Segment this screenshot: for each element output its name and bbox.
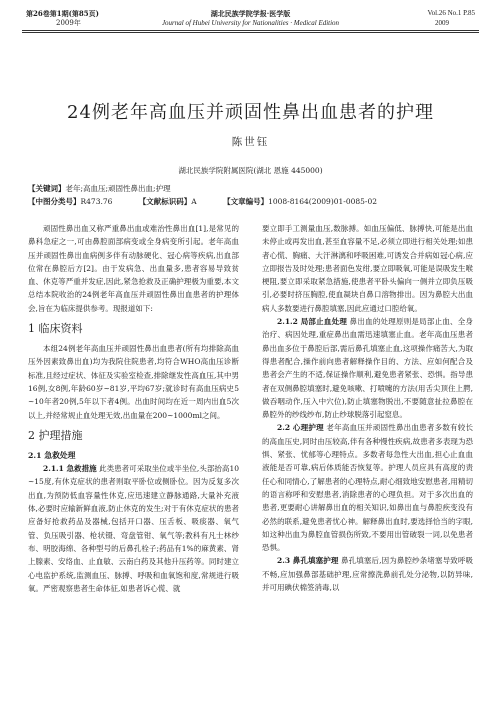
intro-paragraph: 顽固性鼻出血又称严重鼻出血或难治性鼻出血[1],是常见的鼻科急症之一,可由鼻腔面部病变或全身病变所引起。老年高血压并顽固性鼻出血病例多伴有动脉硬化、冠心病等疾病,出血部位常在鼻腔后方[2]。由于发病急、出血量多,患者容易导致贫血、休克等严重并发症,因此,紧急抢救及正确护理极为重要,本文总结本院收治的24例老年高血压并顽固性鼻出血患者的护理体会,旨在为临床提供参考。现报道如下: bbox=[28, 224, 239, 313]
psych-care-paragraph bbox=[262, 421, 473, 554]
clc-label: 【中图分类号】 bbox=[28, 197, 81, 206]
running-header bbox=[0, 0, 501, 42]
classification-line bbox=[28, 197, 401, 207]
subsection-label-local-hemostasis: 2.1.2 局部止血处理 bbox=[277, 317, 348, 327]
clinical-data-paragraph: 本组24例老年高血压并顽固性鼻出血患者(所有均排除高血压外因素致鼻出血)均为我院住院患者,均符合WHO高血压诊断标准,且经过症状、体征及实验室检查,排除继发性高血压,其中男16例,女8例,年龄60岁~81岁,平均67岁;就诊时有高血压病史5~10年者20例,5年以下者4例。出血时间均在近一周内出血5次以上,并经常规止血处理无效,出血量在200~1000ml之间。 bbox=[28, 344, 239, 420]
header-rule bbox=[22, 30, 479, 31]
packing-care-text: 鼻孔填塞后,因为鼻腔纱条堵塞导致呼吸不畅,应加强鼻部基础护理,应常擦洗鼻前孔处分泌物,以防异味,并可用碘伏棉签消毒,以 bbox=[262, 556, 473, 593]
header-rule-thin bbox=[22, 32, 479, 33]
keywords-label: 【关键词】 bbox=[28, 184, 66, 193]
psych-care-text: 老年高血压并顽固性鼻出血患者多数有较长的高血压史,同时由压较高,伴有各种慢性疾病,故患者多表现为恐惧、紧张、忧郁等心理特点。多数者每急性大出血,担心止血血液能是否可靠,病后体质能否恢复等。护理人员应具有高度的责任心和同情心,了解患者的心理特点,耐心细致地安慰患者,用精切的语言称呼和安慰患者,消除患者的心理负担。对于多次出血的患者,更要耐心讲解鼻出血的相关知识,如鼻出血与鼻腔疾变没有必然的联系,避免患者忧心神。解释鼻出血时,要选择恰当的字眼,如这种出血为鼻腔血管损伤所致,不要用出管破裂一词,以免患者恐惧。 bbox=[262, 423, 473, 553]
local-hemostasis-paragraph bbox=[262, 315, 473, 421]
keywords-text: 老年;高血压;顽固性鼻出血;护理 bbox=[65, 184, 171, 193]
packing-care-paragraph bbox=[262, 554, 473, 594]
issue-info: 第26卷第1期(第85页) bbox=[26, 9, 99, 18]
section-heading-nursing-measures: 2 护理措施 bbox=[28, 428, 83, 442]
volume-year: 2009 bbox=[435, 19, 449, 27]
subsection-heading-emergency: 2.1 急救处理 bbox=[28, 450, 76, 460]
doc-code-label: 【文献标识码】 bbox=[138, 197, 192, 206]
author-affiliation: 湖北民族学院附属医院(湖北 恩施 445000) bbox=[178, 166, 323, 175]
local-hemostasis-text: 鼻出血的处理原则是局部止血、全身治疗、病因处理,重症鼻出血需迅速填塞止血。老年高血压患者鼻出血多位于鼻腔后部,需后鼻孔填塞止血,这项操作痛苦大,为取得患者配合,操作前向患者解释操作目的、方法、应如何配合及患者会产生的不适,保证操作顺利,避免患者紧张、恐惧。指导患者在双侧鼻腔填塞时,避免咳嗽、打喷嚏的方法(用舌尖顶住上腭,做吞咽动作,压入中穴位),防止填塞物脱出,不要随意扯拉鼻腔在鼻腔外的纱线纱布,防止纱球脱落引起窒息。 bbox=[262, 317, 473, 420]
article-number-label: 【文章编号】 bbox=[223, 197, 269, 206]
journal-name: 湖北民族学院学报·医学版 bbox=[210, 9, 291, 18]
article-number: 1008-8164(2009)01-0085-02 bbox=[268, 197, 377, 206]
subsection-label-emergency-measures: 2.1.1 急救措施 bbox=[43, 464, 97, 474]
section-heading-clinical-data: 1 临床资料 bbox=[28, 322, 83, 336]
left-column bbox=[28, 222, 239, 595]
keywords-line bbox=[28, 184, 171, 194]
subsection-label-packing-care: 2.3 鼻孔填塞护理 bbox=[277, 556, 339, 566]
subsection-label-psych-care: 2.2 心理护理 bbox=[277, 423, 324, 433]
emergency-measures-text: 此类患者可采取坐位或半坐位,头部抬高10~15度,有休克症状的患者则取平卧位或侧卧位。因为反复多次出血,为预防低血容量性休克,应迅速建立静脉通路,大量补充液体,必要时应输新鲜血液,防止休克的发生;对于有休克症状的患者应备好抢救药品及器械,包括开口器、压舌板、吸痰器、氧气管、负压吸引器、枪状镊、弯盘管钳、氧气等;教科有凡士林纱布、明胶海绵、各种型号的后鼻孔栓子;药品有1%的麻黄素、肾上腺素、安络血、止血敏、云南白药及其他升压药等。同时建立心电监护系统,监测血压、脉搏、呼吸和血氧饱和度,常规进行吸氧。严密观察患者生命体征,如患者诉心慌、就 bbox=[28, 464, 239, 593]
doc-code: A bbox=[191, 197, 197, 206]
article-title: 24例老年高血压并顽固性鼻出血患者的护理 bbox=[67, 102, 434, 123]
journal-name-english: Journal of Hubei University for Nationalities · Medical Edition bbox=[161, 19, 340, 27]
right-column bbox=[262, 222, 473, 594]
volume-info: Vol.26 No.1 P.85 bbox=[427, 9, 475, 17]
emergency-paragraph bbox=[28, 462, 239, 595]
author-name: 陈世钰 bbox=[231, 136, 270, 148]
clc-number: R473.76 bbox=[80, 197, 113, 206]
issue-year: 2009年 bbox=[56, 19, 81, 27]
continued-paragraph: 要立即手工测量血压,数脉搏。如血压偏低、脉搏快,可能是出血未停止或再发出血,甚至血容量不足,必须立即进行相关处理;如患者心慌、胸痛、大汗淋漓和呼吸困难,可诱发合并病如冠心病,应立即报告及时处理;患者面色发绀,要立即吸氧,可能是误吸发生喉梗阻,要立即采取紧急措施,使患者平卧头偏向一侧并立即负压吸引,必要时挤压胸腔,使血凝块自鼻口溶物排出。因为鼻腔大出血病人多数要进行鼻腔填塞,因此应通过口腔给氧。 bbox=[262, 224, 473, 313]
